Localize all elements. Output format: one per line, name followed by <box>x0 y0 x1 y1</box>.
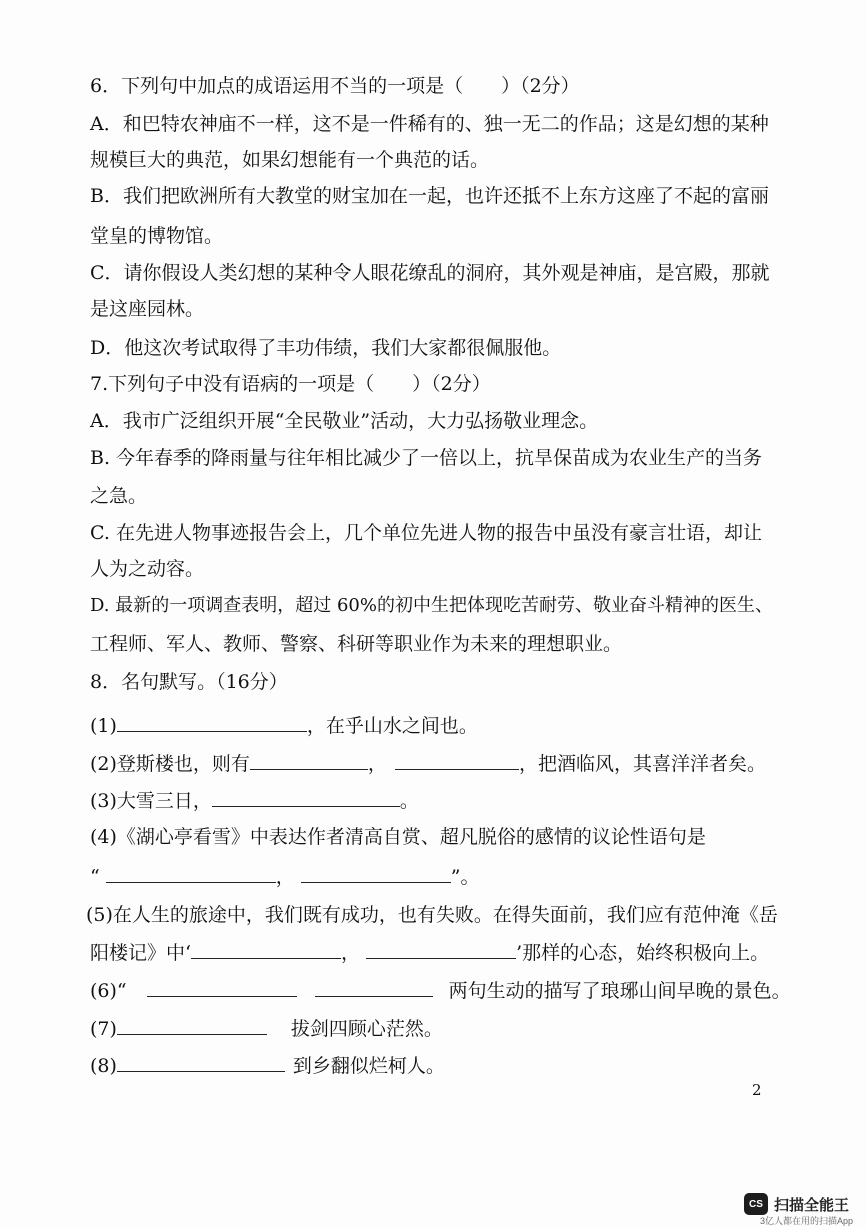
item-2-text-a: (2)登斯楼也，则有 <box>90 753 250 775</box>
q8-item-8 <box>90 1053 445 1078</box>
q8-item-5-line2 <box>90 940 769 965</box>
q8-item-7 <box>90 1016 443 1041</box>
q8-title: 8．名句默写。（16分） <box>90 671 288 693</box>
item-5-text-b: ’那样的心态，始终积极向上。 <box>516 942 770 964</box>
q6-option-b-line2: 堂皇的博物馆。 <box>90 225 224 247</box>
answer-blank-6b[interactable] <box>315 978 433 997</box>
q6-option-c-line1: C．请你假设人类幻想的某种令人眼花缭乱的洞府，其外观是神庙，是宫殿，那就 <box>90 262 770 284</box>
item-5-comma: ， <box>341 942 361 964</box>
item-4-close-quote: ”。 <box>450 866 480 888</box>
item-8-number: (8) <box>90 1055 117 1077</box>
q8-item-6 <box>90 978 791 1003</box>
q7-option-a: A．我市广泛组织开展“全民敬业”活动，大力弘扬敬业理念。 <box>90 410 599 432</box>
q6-title: 6．下列句中加点的成语运用不当的一项是（ ）（2分） <box>90 75 580 97</box>
item-7-text: 拔剑四顾心茫然。 <box>290 1018 443 1040</box>
watermark-tagline: 3亿人都在用的扫描App <box>759 1216 853 1226</box>
answer-blank-5a[interactable] <box>191 940 341 959</box>
item-4-comma: ， <box>275 866 295 888</box>
item-3-period: 。 <box>399 790 419 812</box>
q8-item-4-line1: (4)《湖心亭看雪》中表达作者清高自赏、超凡脱俗的感情的议论性语句是 <box>90 826 706 848</box>
q8-item-1 <box>90 713 478 738</box>
answer-blank-4a[interactable] <box>106 864 276 883</box>
answer-blank-2a[interactable] <box>250 751 368 770</box>
q7-option-d-line1: D. 最新的一项调查表明，超过 60%的初中生把体现吃苦耐劳、敬业奋斗精神的医生、 <box>90 595 773 616</box>
answer-blank-2b[interactable] <box>395 751 519 770</box>
answer-blank-6a[interactable] <box>147 978 297 997</box>
q8-item-4-line2 <box>90 864 479 889</box>
answer-blank-3[interactable] <box>212 788 400 807</box>
item-7-number: (7) <box>90 1018 117 1040</box>
q7-option-c-line2: 人为之动容。 <box>90 558 205 580</box>
q7-title: 7.下列句子中没有语病的一项是（ ）（2分） <box>90 373 491 395</box>
watermark-app-name: 扫描全能王 <box>773 1196 849 1214</box>
answer-blank-5b[interactable] <box>366 940 516 959</box>
item-1-number: (1) <box>90 715 117 737</box>
q6-option-a-line1: A．和巴特农神庙不一样，这不是一件稀有的、独一无二的作品；这是幻想的某种 <box>90 113 769 135</box>
q6-option-c-line2: 是这座园林。 <box>90 298 205 320</box>
item-6-open-quote: (6)“ <box>90 980 127 1002</box>
item-2-comma: ， <box>367 753 387 775</box>
q6-option-a-line2: 规模巨大的典范，如果幻想能有一个典范的话。 <box>90 149 490 171</box>
q6-option-b-line1: B．我们把欧洲所有大教堂的财宝加在一起，也许还抵不上东方这座了不起的富丽 <box>90 185 769 207</box>
q7-option-d-line2: 工程师、军人、教师、警察、科研等职业作为未来的理想职业。 <box>90 633 623 655</box>
camscanner-logo-icon: CS <box>744 1193 768 1215</box>
q7-option-b-line2: 之急。 <box>90 485 148 507</box>
q8-item-5-line1: (5)在人生的旅途中，我们既有成功，也有失败。在得失面前，我们应有范仲淹《岳 <box>86 904 778 926</box>
q8-item-3 <box>90 788 419 813</box>
q8-item-2 <box>90 751 766 776</box>
answer-blank-7[interactable] <box>117 1016 267 1035</box>
item-4-open-quote: “ <box>90 866 100 888</box>
item-5-text-a: 阳楼记》中‘ <box>90 942 192 964</box>
item-6-text: 两句生动的描写了琅琊山间早晚的景色。 <box>448 980 791 1002</box>
item-2-text-b: ，把酒临风，其喜洋洋者矣。 <box>518 753 766 775</box>
item-3-text: (3)大雪三日， <box>90 790 212 812</box>
item-1-text: ，在乎山水之间也。 <box>306 715 478 737</box>
item-8-text: 到乡翻似烂柯人。 <box>292 1055 445 1077</box>
q7-option-b-line1: B. 今年春季的降雨量与往年相比减少了一倍以上，抗旱保苗成为农业生产的当务 <box>90 447 763 469</box>
answer-blank-1[interactable] <box>117 713 307 732</box>
q6-option-d: D．他这次考试取得了丰功伟绩，我们大家都很佩服他。 <box>90 337 562 359</box>
page-number: 2 <box>752 1081 762 1099</box>
scanner-watermark <box>744 1193 849 1215</box>
q7-option-c-line1: C. 在先进人物事迹报告会上，几个单位先进人物的报告中虽没有豪言壮语，却让 <box>90 522 762 544</box>
answer-blank-4b[interactable] <box>301 864 451 883</box>
answer-blank-8[interactable] <box>117 1053 285 1072</box>
